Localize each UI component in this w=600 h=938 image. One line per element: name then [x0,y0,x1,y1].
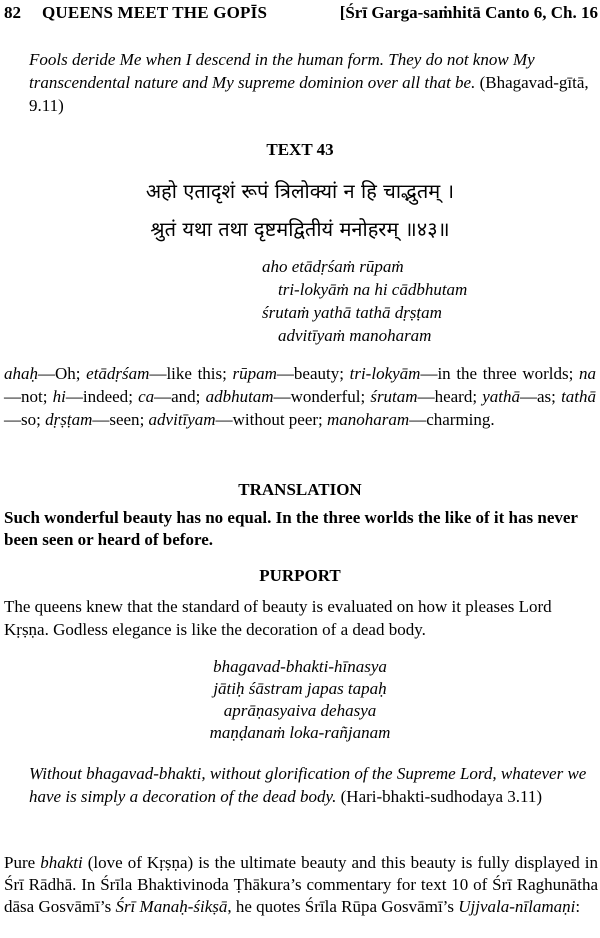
synonym-meaning: indeed [82,387,129,406]
synonym-word: etādṛśam [86,364,150,383]
word-for-word-synonyms: ahaḥ—Oh; etādṛśam—like this; rūpam—beauty; tri-lokyām—in the three worlds; na—not; hi—indeed; ca—and; adbhutam—wonderful; śrutam—heard; yathā—as; tathā—so; dṛṣṭam—seen; advitīyam—without peer; manoharam—charming. [4,364,597,429]
synonym-meaning: seen [109,410,140,429]
synonym-word: ahaḥ [4,364,38,383]
page-number: 82 [4,3,21,22]
opening-quote-citation: (Bhagavad-gītā, 9.11) [29,73,589,115]
purport-heading: PURPORT [259,566,341,585]
opening-quote-text: Fools deride Me when I descend in the human form. They do not know My transcendental nature and My supreme dominion over all that be. [29,50,535,92]
synonym-word: manoharam [327,410,410,429]
synonym-word: hi [52,387,66,406]
translit-line-3: śrutaṁ yathā tathā dṛṣṭam [262,303,442,322]
purport-text: (love of Kṛṣṇa) is the ultimate beauty and this beauty is fully displayed in Śrī Rādhā. In Śrīla Bhaktivinoda Ṭhākura’s commentary for text 10 of Śrī Raghunātha dāsa Gosvāmī’s [4,853,598,916]
quoted-verse-line-2: jātiḥ śāstram japas tapaḥ [213,679,387,698]
synonym-meaning: like this [166,364,223,383]
translit-line-2: tri-lokyāṁ na hi cādbhutam [278,280,468,299]
synonym-word: rūpam [232,364,277,383]
synonym-meaning: and [171,387,196,406]
purport-text: Pure [4,853,41,872]
synonym-word: yathā [482,387,520,406]
synonym-meaning: Oh [55,364,76,383]
synonym-meaning: wonderful [290,387,361,406]
synonym-meaning: so [21,410,37,429]
purport-text: , he quotes Śrīla Rūpa Gosvāmī’s [227,897,459,916]
quoted-verse [0,656,600,744]
synonym-word: dṛṣṭam [45,410,93,429]
synonym-meaning: charming [426,410,491,429]
synonym-meaning: in the three worlds [437,364,569,383]
synonym-meaning: not [21,387,43,406]
synonym-word: na [579,364,596,383]
synonym-meaning: heard [434,387,473,406]
transliteration [262,255,582,347]
translation-text: Such wonderful beauty has no equal. In the three worlds the like of it has never been seen or heard of before. [4,508,578,549]
middle-quote-citation: (Hari-bhakti-sudhodaya 3.11) [340,787,543,806]
canto-reference: [Śrī Garga-saṁhitā Canto 6, Ch. 16 [339,3,598,22]
synonym-meaning: as [537,387,552,406]
purport-work-title: Śrī Manaḥ-śikṣā [115,897,228,916]
translation-heading: TRANSLATION [238,480,362,499]
quoted-verse-line-1: bhagavad-bhakti-hīnasya [213,657,387,676]
synonym-meaning: without peer [232,410,319,429]
quoted-verse-line-3: aprāṇasyaiva dehasya [223,701,377,720]
synonym-word: tri-lokyām [349,364,421,383]
translit-line-4: advitīyaṁ manoharam [278,326,432,345]
translit-line-1: aho etādṛśaṁ rūpaṁ [262,257,404,276]
chapter-title: QUEENS MEET THE GOPĪS [42,3,268,22]
purport-term: bhakti [40,853,83,872]
quoted-verse-line-4: maṇḍanaṁ loka-rañjanam [209,723,391,742]
synonym-word: adbhutam [205,387,274,406]
synonym-word: ca [138,387,155,406]
sanskrit-verse [0,172,600,248]
purport-work-title: Ujjvala-nīlamaṇi [458,897,576,916]
synonym-meaning: beauty [293,364,340,383]
purport-paragraph-2 [4,852,598,918]
synonym-word: advitīyam [148,410,216,429]
purport-paragraph-1: The queens knew that the standard of beauty is evaluated on how it pleases Lord Kṛṣṇa. Godless elegance is like the decoration of a dead body. [4,597,552,639]
synonym-word: tathā [561,387,597,406]
text-number-heading: TEXT 43 [266,140,334,159]
purport-text: : [575,897,581,916]
page-header [4,3,598,27]
middle-quote [29,762,596,808]
opening-quote [29,48,595,117]
sanskrit-line-2: श्रुतं यथा तथा दृष्टमद्वितीयं मनोहरम् ॥४३॥ [150,217,450,241]
synonym-word: śrutam [370,387,418,406]
sanskrit-line-1: अहो एतादृशं रूपं त्रिलोक्यां न हि चाद्भुतम् । [145,179,455,203]
middle-quote-text: Without bhagavad-bhakti, without glorification of the Supreme Lord, whatever we have is simply a decoration of the dead body. [29,764,587,806]
